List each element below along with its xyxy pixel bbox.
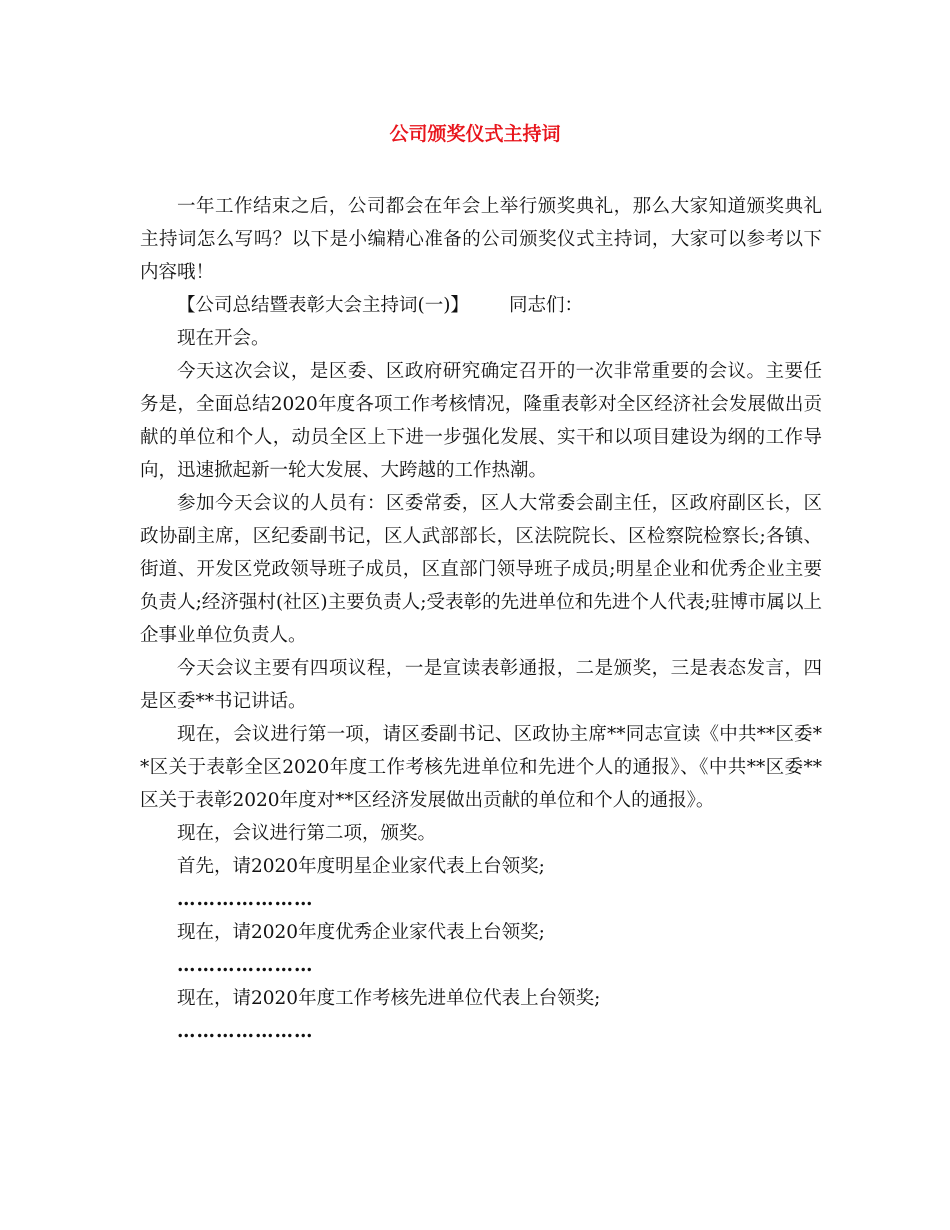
document-body — [140, 190, 822, 1048]
ellipsis-three: ………………… — [177, 1021, 314, 1042]
paragraph-attendees: 参加今天会议的人员有：区委常委，区人大常委会副主任，区政府副区长，区政协副主席，区纪委副书记，区人武部部长，区法院院长、区检察院检察长;各镇、街道、开发区党政领导班子成员，区直部门领导班子成员;明星企业和优秀企业主要负责人;经济强村(社区)主要负责人;受表彰的先进单位和先进个人代表;驻博市属以上企事业单位负责人。 — [140, 493, 822, 646]
paragraph-award-three: 现在，请2020年度工作考核先进单位代表上台领奖; — [177, 988, 601, 1009]
paragraph-item-one: 现在，会议进行第一项，请区委副书记、区政协主席**同志宣读《中共**区委**区关于表彰全区2020年度工作考核先进单位和先进个人的通报》、《中共**区委**区关于表彰2020年度对**区经济发展做出贡献的单位和个人的通报》。 — [140, 724, 822, 811]
paragraph-agenda: 今天会议主要有四项议程，一是宣读表彰通报，二是颁奖，三是表态发言，四是区委**书记讲话。 — [140, 658, 822, 712]
paragraph-open: 现在开会。 — [177, 328, 270, 349]
section-heading: 【公司总结暨表彰大会主持词(一)】 — [177, 295, 469, 316]
salutation: 同志们： — [508, 295, 583, 316]
paragraph-section-heading — [140, 289, 822, 322]
paragraph-award-two: 现在，请2020年度优秀企业家代表上台领奖; — [177, 922, 545, 943]
paragraph-purpose: 今天这次会议，是区委、区政府研究确定召开的一次非常重要的会议。主要任务是，全面总结2020年度各项工作考核情况，隆重表彰对全区经济社会发展做出贡献的单位和个人，动员全区上下进一步强化发展、实干和以项目建设为纲的工作导向，迅速掀起新一轮大发展、大跨越的工作热潮。 — [140, 361, 822, 481]
paragraph-item-two: 现在，会议进行第二项，颁奖。 — [177, 823, 437, 844]
ellipsis-one: ………………… — [177, 889, 314, 910]
ellipsis-two: ………………… — [177, 955, 314, 976]
paragraph-award-one: 首先，请2020年度明星企业家代表上台领奖; — [177, 856, 545, 877]
document-title: 公司颁奖仪式主持词 — [389, 123, 561, 145]
paragraph-intro: 一年工作结束之后，公司都会在年会上举行颁奖典礼，那么大家知道颁奖典礼主持词怎么写吗？以下是小编精心准备的公司颁奖仪式主持词，大家可以参考以下内容哦！ — [140, 196, 822, 283]
